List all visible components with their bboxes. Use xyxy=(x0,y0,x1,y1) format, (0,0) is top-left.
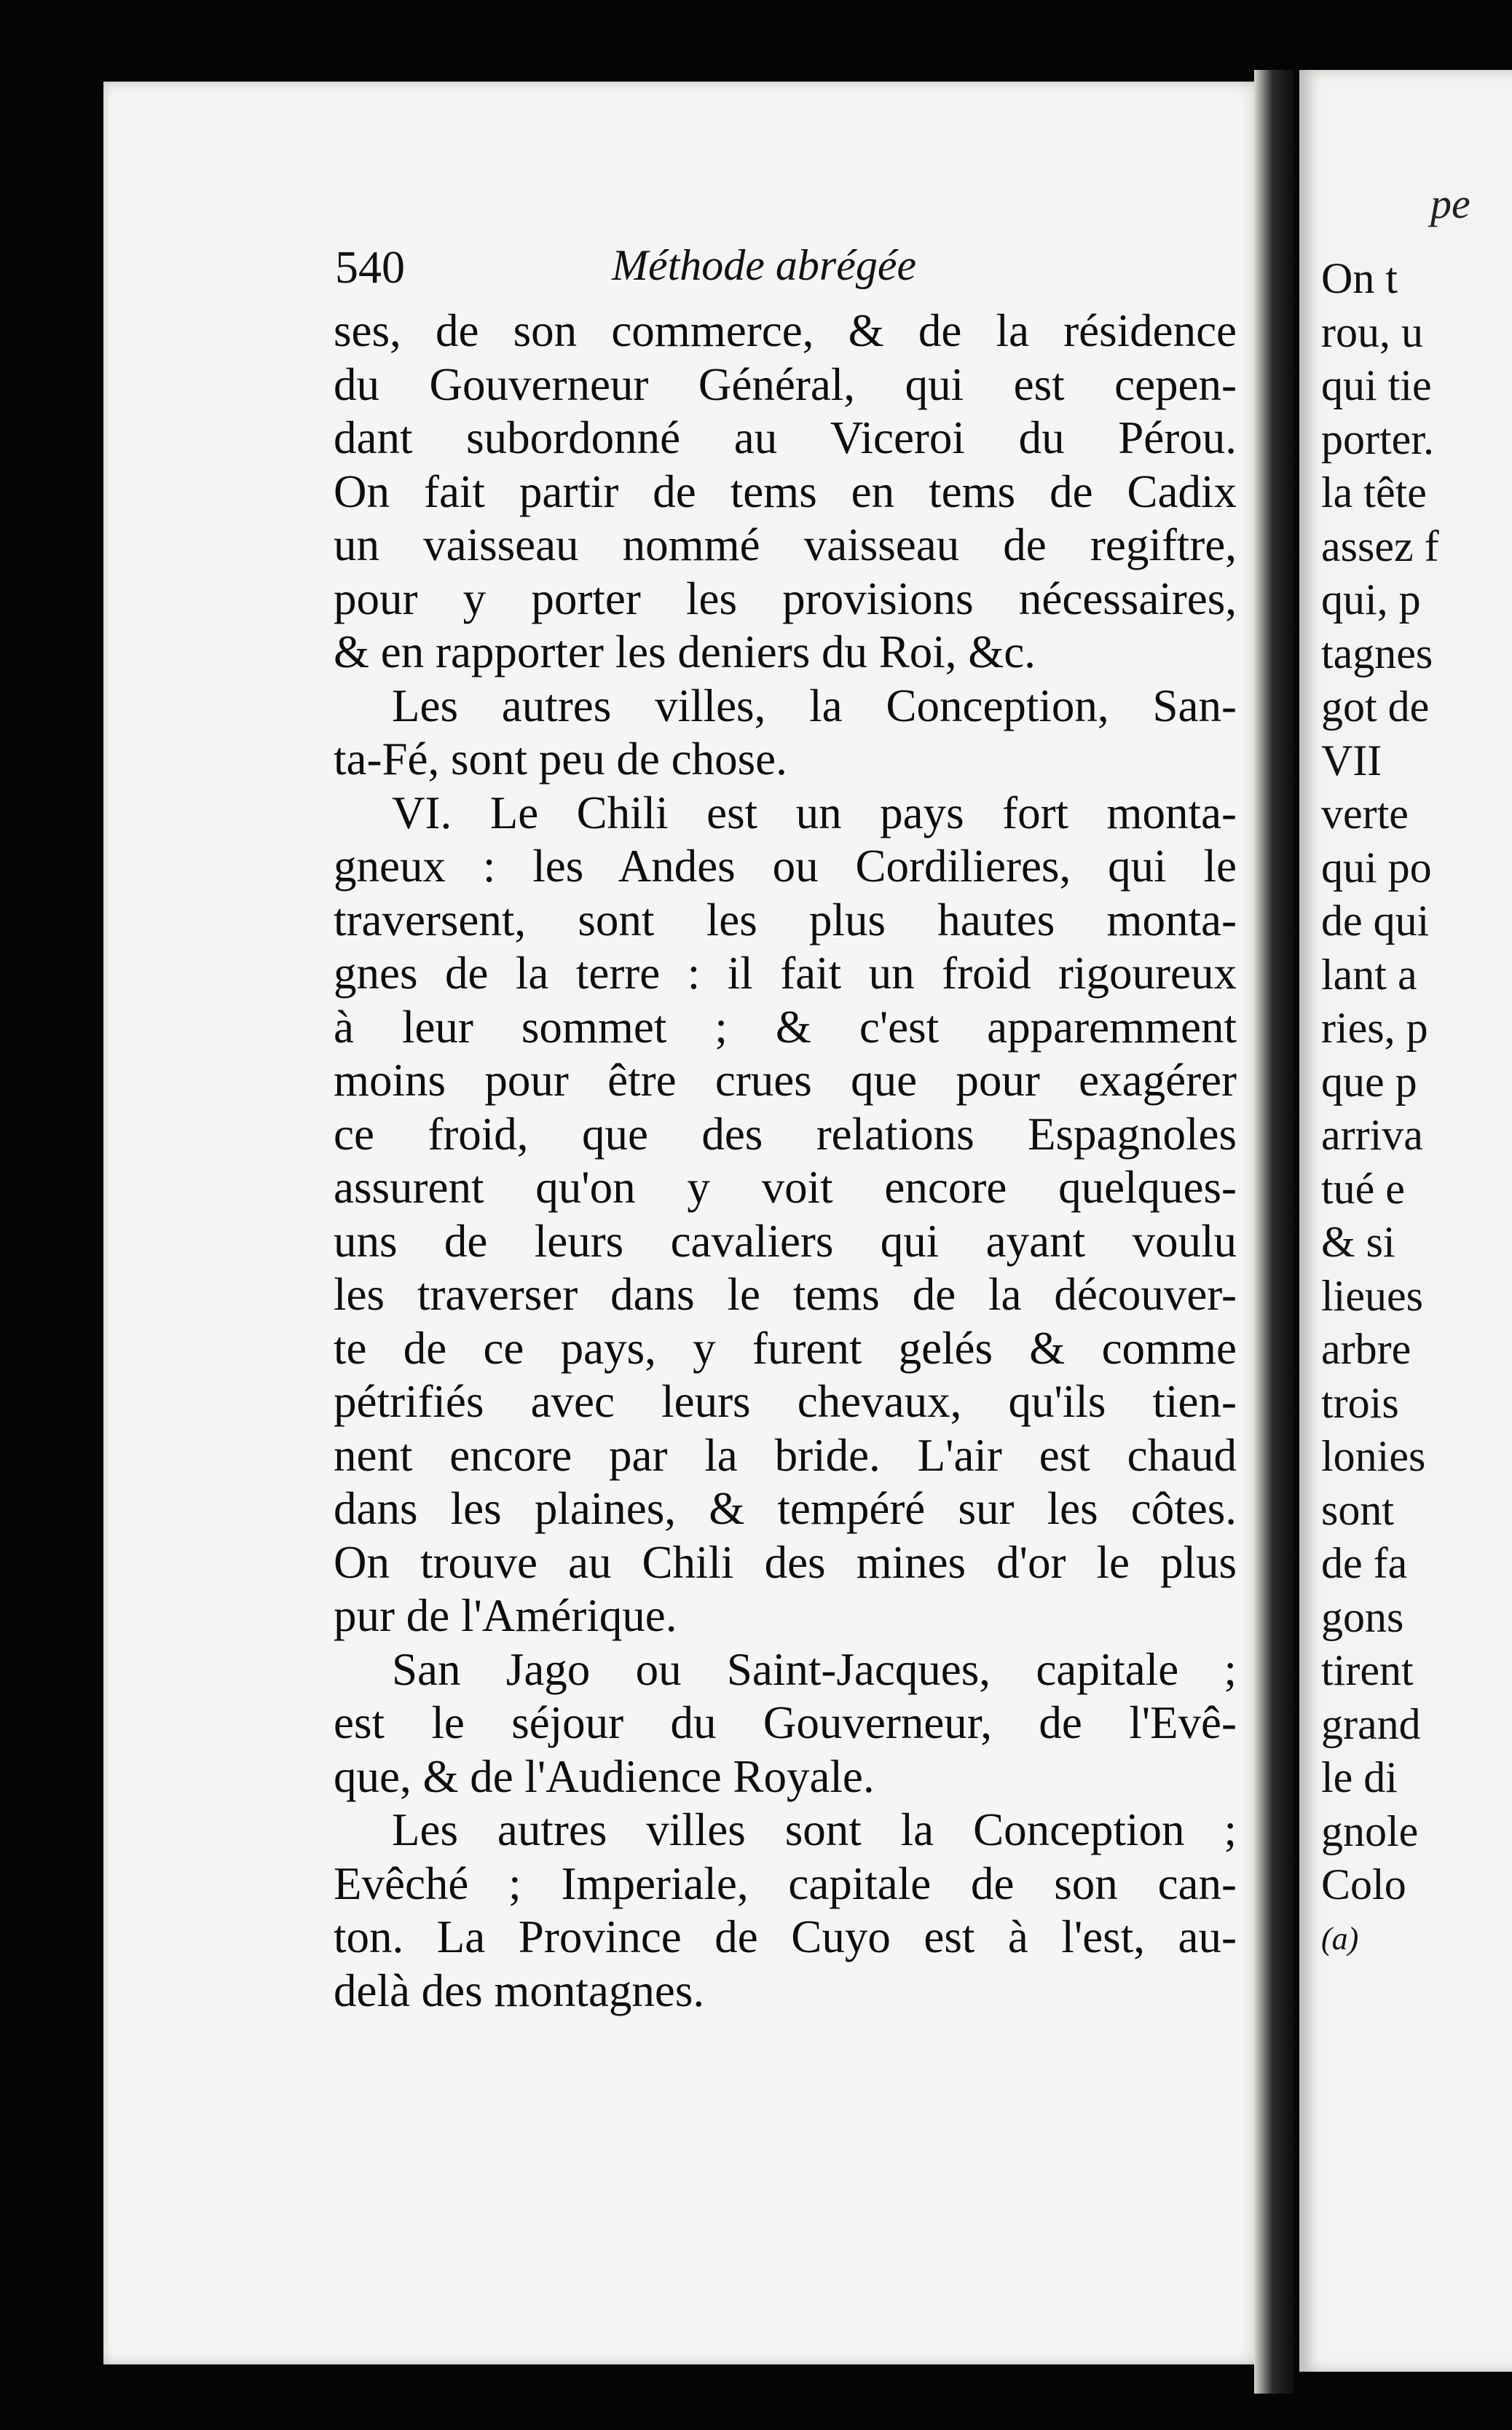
text-line: un vaisseau nommé vaisseau de regiftre, xyxy=(334,519,1237,570)
book-gutter xyxy=(1254,70,1295,2394)
right-text-line: le di xyxy=(1321,1753,1398,1801)
text-line: gnes de la terre : il fait un froid rigoureux xyxy=(334,948,1237,999)
text-line: gneux : les Andes ou Cordilieres, qui le xyxy=(334,841,1237,892)
text-line: ses, de son commerce, & de la résidence xyxy=(334,305,1237,356)
right-text-line: lieues xyxy=(1321,1271,1423,1320)
right-text-line: tué e xyxy=(1321,1164,1405,1213)
text-line: pur de l'Amérique. xyxy=(334,1590,677,1641)
right-text-line: Colo xyxy=(1321,1860,1406,1908)
right-text-line: tagnes xyxy=(1321,629,1433,677)
text-line: pour y porter les provisions nécessaires, xyxy=(334,573,1237,624)
body-text xyxy=(334,304,1237,2018)
right-text-line: trois xyxy=(1321,1378,1399,1427)
right-text-line: VII xyxy=(1321,736,1382,785)
text-line: Les autres villes sont la Conception ; xyxy=(392,1804,1237,1855)
right-text-line: qui, p xyxy=(1321,575,1421,624)
text-line: est le séjour du Gouverneur, de l'Evê- xyxy=(334,1697,1237,1748)
text-line: pétrifiés avec leurs chevaux, qu'ils tien- xyxy=(334,1376,1237,1427)
page-header xyxy=(335,240,1063,306)
right-text-line: qui po xyxy=(1321,843,1432,892)
right-text-line: assez f xyxy=(1321,522,1439,570)
right-text-line: sont xyxy=(1321,1485,1395,1534)
text-line: ta-Fé, sont peu de chose. xyxy=(334,734,787,785)
text-line: te de ce pays, y furent gelés & comme xyxy=(334,1322,1237,1374)
right-text-line: grand xyxy=(1321,1699,1421,1748)
text-line: moins pour être crues que pour exagérer xyxy=(334,1055,1237,1106)
text-line: VI. Le Chili est un pays fort monta- xyxy=(392,787,1237,838)
right-text-line: tirent xyxy=(1321,1646,1414,1694)
running-title: Méthode abrégée xyxy=(612,241,917,289)
right-text-line: rou, u xyxy=(1321,307,1423,356)
text-line: On fait partir de tems en tems de Cadix xyxy=(334,465,1237,517)
right-text-line: lant a xyxy=(1321,950,1417,999)
text-line: Evêché ; Imperiale, capitale de son can- xyxy=(334,1857,1237,1909)
right-page-running-head: pe xyxy=(1430,180,1470,227)
text-line: à leur sommet ; & c'est apparemment xyxy=(334,1001,1237,1053)
right-text-line: gnole xyxy=(1321,1806,1419,1855)
text-line: uns de leurs cavaliers qui ayant voulu xyxy=(334,1215,1237,1267)
right-text-line: arriva xyxy=(1321,1111,1423,1159)
text-line: ce froid, que des relations Espagnoles xyxy=(334,1108,1237,1160)
right-text-line: & si xyxy=(1321,1218,1395,1266)
right-text-line: arbre xyxy=(1321,1325,1411,1373)
right-text-line: gons xyxy=(1321,1592,1404,1641)
right-page-text xyxy=(1321,252,1512,1965)
right-text-line: de qui xyxy=(1321,897,1430,945)
right-text-line: verte xyxy=(1321,790,1409,838)
right-text-line: ries, p xyxy=(1321,1004,1428,1052)
text-line: Les autres villes, la Conception, San- xyxy=(392,680,1237,731)
text-line: & en rapporter les deniers du Roi, &c. xyxy=(334,626,1036,677)
right-text-line: (a) xyxy=(1321,1920,1359,1957)
text-line: ton. La Province de Cuyo est à l'est, au- xyxy=(334,1911,1237,1962)
right-text-line: porter. xyxy=(1321,414,1434,463)
right-page xyxy=(1299,70,1512,2372)
right-text-line: la tête xyxy=(1321,468,1427,516)
right-text-line: qui tie xyxy=(1321,361,1432,409)
text-line: du Gouverneur Général, qui est cepen- xyxy=(334,358,1237,410)
text-line: que, & de l'Audience Royale. xyxy=(334,1750,875,1802)
page-number: 540 xyxy=(335,241,405,293)
right-text-line: que p xyxy=(1321,1057,1417,1106)
right-text-line: On t xyxy=(1321,254,1398,302)
text-line: les traverser dans le tems de la découver- xyxy=(334,1269,1237,1320)
text-line: delà des montagnes. xyxy=(334,1965,705,2016)
text-line: On trouve au Chili des mines d'or le plus xyxy=(334,1536,1237,1588)
text-line: nent encore par la bride. L'air est chaud xyxy=(334,1429,1237,1481)
text-line: dant subordonné au Viceroi du Pérou. xyxy=(334,412,1237,463)
right-text-line: got de xyxy=(1321,683,1430,731)
text-line: traversent, sont les plus hautes monta- xyxy=(334,894,1237,945)
right-text-line: lonies xyxy=(1321,1432,1426,1480)
right-text-line: de fa xyxy=(1321,1539,1408,1587)
text-line: assurent qu'on y voit encore quelques- xyxy=(334,1162,1237,1213)
text-line: San Jago ou Saint-Jacques, capitale ; xyxy=(392,1643,1237,1695)
text-line: dans les plaines, & tempéré sur les côtes. xyxy=(334,1483,1237,1534)
